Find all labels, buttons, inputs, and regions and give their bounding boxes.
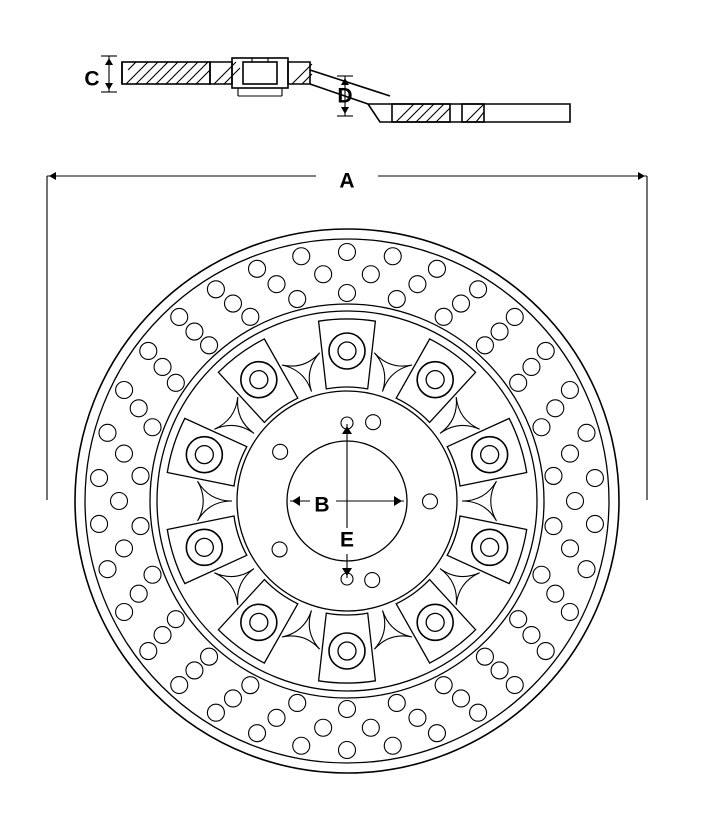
drill-hole bbox=[567, 493, 584, 510]
drill-hole bbox=[388, 291, 405, 308]
float-button-inner bbox=[250, 613, 268, 631]
drill-hole bbox=[293, 737, 310, 754]
float-button-inner bbox=[426, 613, 444, 631]
float-button-outer bbox=[241, 604, 277, 640]
dimension-label-b: B bbox=[314, 493, 330, 517]
float-button-inner bbox=[426, 371, 444, 389]
float-button-outer bbox=[417, 362, 453, 398]
drill-hole bbox=[186, 662, 203, 679]
float-button-inner bbox=[481, 446, 499, 464]
drill-hole bbox=[547, 585, 564, 602]
drill-hole bbox=[476, 648, 493, 665]
bolt-hole bbox=[272, 542, 287, 557]
dimension-label-a: A bbox=[339, 169, 355, 193]
drill-hole bbox=[578, 561, 595, 578]
drill-hole bbox=[225, 690, 242, 707]
dimension-label-c: C bbox=[84, 67, 100, 91]
drill-hole bbox=[154, 358, 171, 375]
float-button-inner bbox=[338, 342, 356, 360]
bolt-hole bbox=[273, 444, 288, 459]
float-button-outer bbox=[186, 529, 222, 565]
drill-hole bbox=[140, 342, 157, 359]
drill-hole bbox=[453, 295, 470, 312]
drill-hole bbox=[130, 400, 147, 417]
drill-hole bbox=[384, 737, 401, 754]
drill-hole bbox=[339, 701, 356, 718]
drill-hole bbox=[533, 566, 550, 583]
dimension-label-d: D bbox=[337, 84, 353, 108]
carrier-window bbox=[447, 516, 527, 584]
drill-hole bbox=[435, 677, 452, 694]
dimension-c-arrow bbox=[101, 56, 117, 92]
drill-hole bbox=[362, 266, 379, 283]
float-button-outer bbox=[472, 437, 508, 473]
float-button-outer bbox=[329, 633, 365, 669]
carrier-window bbox=[167, 418, 247, 486]
float-button-outer bbox=[329, 333, 365, 369]
drill-hole bbox=[506, 308, 523, 325]
drill-hole bbox=[453, 690, 470, 707]
carrier-cutout bbox=[374, 610, 412, 649]
drill-hole bbox=[545, 467, 562, 484]
drill-hole bbox=[116, 603, 133, 620]
carrier-window bbox=[447, 418, 527, 486]
dimension-label-e: E bbox=[339, 528, 355, 552]
drill-hole bbox=[578, 424, 595, 441]
drill-hole bbox=[510, 374, 527, 391]
drill-hole bbox=[249, 725, 266, 742]
drill-hole bbox=[132, 467, 149, 484]
drill-hole bbox=[154, 627, 171, 644]
drill-hole bbox=[435, 308, 452, 325]
drill-hole bbox=[562, 445, 579, 462]
drill-hole bbox=[249, 260, 266, 277]
drill-hole bbox=[562, 540, 579, 557]
drill-hole bbox=[144, 419, 161, 436]
drill-hole bbox=[409, 709, 426, 726]
drill-hole bbox=[144, 566, 161, 583]
drill-hole bbox=[409, 276, 426, 293]
drill-hole bbox=[115, 540, 132, 557]
drill-hole bbox=[293, 248, 310, 265]
drill-hole bbox=[491, 662, 508, 679]
drill-hole bbox=[242, 677, 259, 694]
drill-hole bbox=[186, 323, 203, 340]
section-right-band bbox=[368, 104, 570, 122]
drill-hole bbox=[510, 611, 527, 628]
drill-hole bbox=[91, 470, 108, 487]
drill-hole bbox=[207, 704, 224, 721]
float-button-inner bbox=[481, 538, 499, 556]
drill-hole bbox=[315, 719, 332, 736]
drill-hole bbox=[547, 400, 564, 417]
drill-hole bbox=[268, 709, 285, 726]
drill-hole bbox=[362, 719, 379, 736]
carrier-window bbox=[167, 516, 247, 584]
drill-hole bbox=[586, 515, 603, 532]
drill-hole bbox=[132, 518, 149, 535]
carrier-cutout bbox=[214, 397, 254, 433]
drill-hole bbox=[201, 648, 218, 665]
float-button-inner bbox=[250, 371, 268, 389]
drill-hole bbox=[91, 515, 108, 532]
bolt-hole bbox=[366, 415, 381, 430]
drill-hole bbox=[506, 677, 523, 694]
drill-hole bbox=[201, 337, 218, 354]
drill-hole bbox=[428, 260, 445, 277]
float-button-outer bbox=[417, 604, 453, 640]
carrier-cutout bbox=[198, 481, 233, 521]
drill-hole bbox=[476, 337, 493, 354]
drill-hole bbox=[111, 493, 128, 510]
carrier-cutout bbox=[440, 397, 480, 433]
drill-hole bbox=[523, 358, 540, 375]
carrier-cutout bbox=[282, 353, 320, 392]
float-button-inner bbox=[338, 642, 356, 660]
drill-hole bbox=[99, 424, 116, 441]
drill-hole bbox=[207, 281, 224, 298]
float-button-outer bbox=[241, 362, 277, 398]
bolt-hole bbox=[422, 494, 437, 509]
drill-hole bbox=[116, 382, 133, 399]
drill-hole bbox=[339, 285, 356, 302]
carrier-cutout bbox=[214, 569, 254, 605]
drill-hole bbox=[428, 725, 445, 742]
section-view bbox=[101, 56, 570, 122]
drill-hole bbox=[537, 342, 554, 359]
drill-hole bbox=[268, 276, 285, 293]
drill-hole bbox=[470, 281, 487, 298]
carrier-window bbox=[319, 613, 376, 683]
section-hub-boss bbox=[232, 58, 288, 96]
float-button-outer bbox=[186, 437, 222, 473]
drill-hole bbox=[470, 704, 487, 721]
drill-hole bbox=[315, 266, 332, 283]
float-button-inner bbox=[195, 446, 213, 464]
drill-hole bbox=[99, 561, 116, 578]
drill-hole bbox=[225, 295, 242, 312]
carrier-window bbox=[319, 319, 376, 389]
front-view bbox=[47, 170, 647, 773]
drill-hole bbox=[167, 611, 184, 628]
drill-hole bbox=[339, 742, 356, 759]
drill-hole bbox=[289, 694, 306, 711]
drill-hole bbox=[561, 382, 578, 399]
carrier-cutout bbox=[282, 610, 320, 649]
drill-hole bbox=[242, 308, 259, 325]
bolt-hole bbox=[365, 573, 380, 588]
float-button-inner bbox=[195, 538, 213, 556]
drill-hole bbox=[339, 244, 356, 261]
drill-hole bbox=[491, 323, 508, 340]
drill-hole bbox=[130, 585, 147, 602]
drill-hole bbox=[171, 308, 188, 325]
carrier-cutout bbox=[374, 353, 412, 392]
drill-hole bbox=[561, 603, 578, 620]
drill-hole bbox=[388, 694, 405, 711]
drill-hole bbox=[523, 627, 540, 644]
drill-hole bbox=[384, 248, 401, 265]
drill-hole bbox=[167, 374, 184, 391]
drill-hole bbox=[115, 445, 132, 462]
drill-hole bbox=[537, 643, 554, 660]
drill-hole bbox=[140, 643, 157, 660]
drill-hole bbox=[533, 419, 550, 436]
carrier-cutout bbox=[440, 569, 480, 605]
drill-hole bbox=[586, 470, 603, 487]
carrier-cutout bbox=[462, 481, 497, 521]
float-button-outer bbox=[472, 529, 508, 565]
drill-hole bbox=[289, 291, 306, 308]
drill-hole bbox=[171, 677, 188, 694]
section-left-band bbox=[122, 62, 210, 84]
section-left-carrier bbox=[210, 62, 240, 84]
drill-hole bbox=[545, 518, 562, 535]
